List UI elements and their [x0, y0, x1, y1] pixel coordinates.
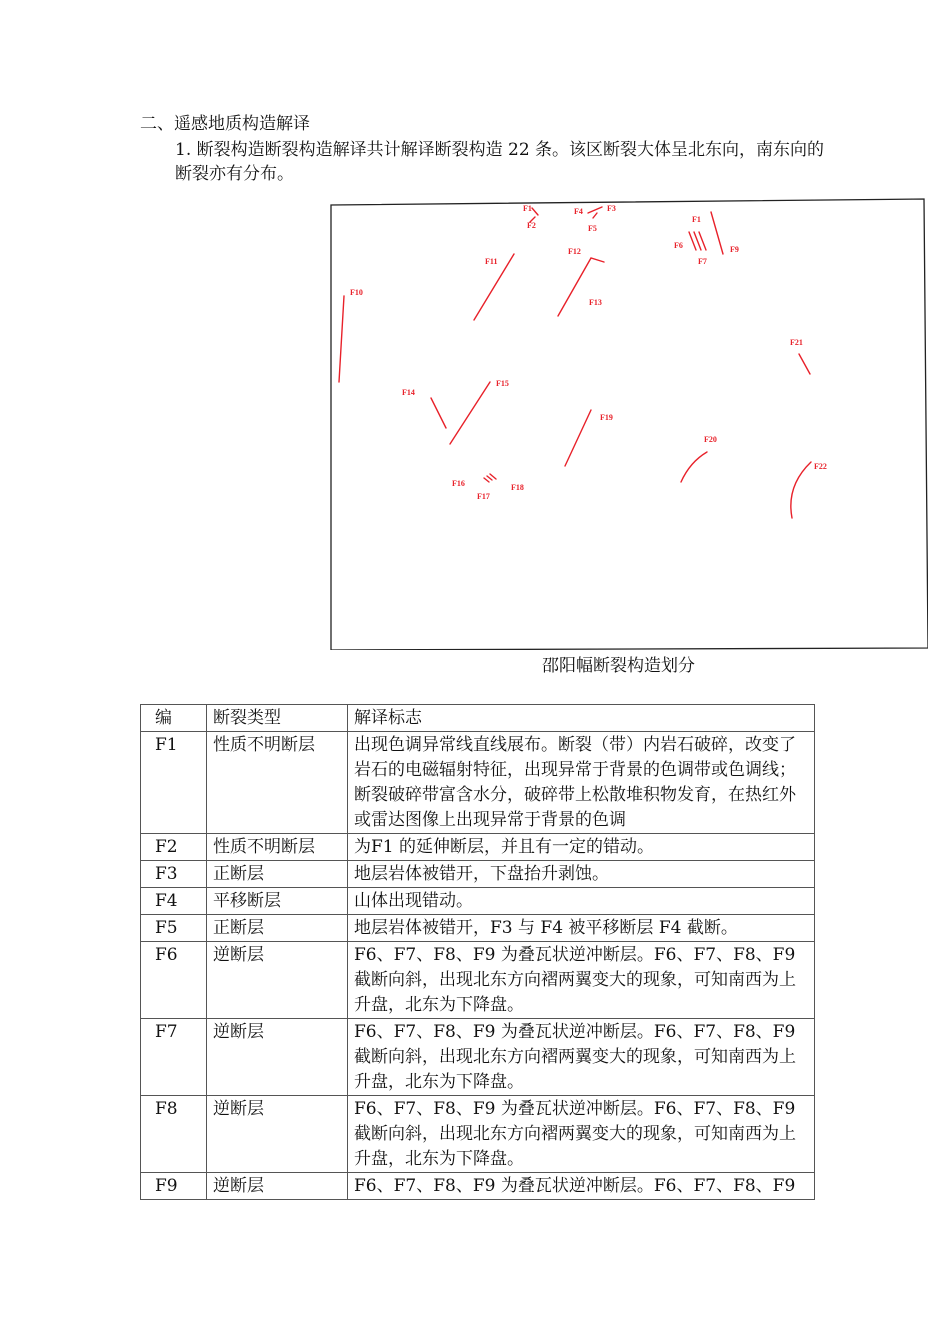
fault-label: F2: [527, 221, 536, 230]
fault-id-cell: F2: [141, 834, 207, 861]
fault-map: [330, 198, 928, 650]
fault-label: F11: [485, 257, 498, 266]
section-paragraph: 1. 断裂构造断裂构造解译共计解译断裂构造 22 条。该区断裂大体呈北东向，南东向的断裂亦有分布。: [175, 140, 825, 184]
fault-type-cell: 逆断层: [207, 1019, 348, 1096]
fault-label: F1: [692, 215, 701, 224]
table-row: [141, 942, 815, 1019]
fault-label: F9: [730, 245, 739, 254]
fault-type-cell: 逆断层: [207, 1096, 348, 1173]
fault-sign-cell: F6、F7、F8、F9 为叠瓦状逆冲断层。F6、F7、F8、F9: [348, 1173, 815, 1200]
fault-sign-cell: 地层岩体被错开，F3 与 F4 被平移断层 F4 截断。: [348, 915, 815, 942]
fault-type-cell: 正断层: [207, 915, 348, 942]
fault-table: [140, 704, 815, 1200]
fault-id-cell: F6: [141, 942, 207, 1019]
table-row: [141, 732, 815, 834]
fault-label: F13: [589, 298, 602, 307]
fault-sign-cell: F6、F7、F8、F9 为叠瓦状逆冲断层。F6、F7、F8、F9 截断向斜，出现北东方向褶两翼变大的现象，可知南西为上升盘，北东为下降盘。: [348, 1096, 815, 1173]
fault-label: F10: [350, 288, 363, 297]
fault-label: F12: [568, 247, 581, 256]
table-row: [141, 834, 815, 861]
fault-id-cell: F5: [141, 915, 207, 942]
fault-sign-cell: F6、F7、F8、F9 为叠瓦状逆冲断层。F6、F7、F8、F9 截断向斜，出现北东方向褶两翼变大的现象，可知南西为上升盘，北东为下降盘。: [348, 942, 815, 1019]
fault-type-cell: 性质不明断层: [207, 834, 348, 861]
column-header-id: 编: [141, 705, 207, 732]
fault-id-cell: F3: [141, 861, 207, 888]
column-header-type: 断裂类型: [207, 705, 348, 732]
fault-type-cell: 逆断层: [207, 1173, 348, 1200]
fault-label: F3: [607, 204, 616, 213]
table-header-row: [141, 705, 815, 732]
section-heading: 二、遥感地质构造解译: [140, 114, 310, 134]
table-row: [141, 915, 815, 942]
fault-id-cell: F8: [141, 1096, 207, 1173]
fault-sign-text: 出现色调异常线直线展布。断裂（带）内岩石破碎，改变了岩石的电磁辐射特征，出现异常于背景的色调带或色调线；断裂破碎带富含水分，破碎带上松散堆积物发育，在热红外或雷达图像上出现异常于背景的色调: [354, 735, 796, 830]
column-header-sign: 解译标志: [348, 705, 815, 732]
table-row: [141, 1173, 815, 1200]
fault-label: F18: [511, 483, 524, 492]
fault-label: F19: [600, 413, 613, 422]
fault-label: F7: [698, 257, 707, 266]
fault-sign-cell: F6、F7、F8、F9 为叠瓦状逆冲断层。F6、F7、F8、F9 截断向斜，出现北东方向褶两翼变大的现象，可知南西为上升盘，北东为下降盘。: [348, 1019, 815, 1096]
fault-label: F22: [814, 462, 827, 471]
fault-label: F16: [452, 479, 465, 488]
fault-label: F6: [674, 241, 683, 250]
table-row: [141, 888, 815, 915]
fault-label: F1: [523, 204, 532, 213]
fault-type-cell: 正断层: [207, 861, 348, 888]
fault-label: F14: [402, 388, 415, 397]
map-border: [331, 199, 928, 650]
fault-sign-cell: 为F1 的延伸断层，并且有一定的错动。: [348, 834, 815, 861]
fault-id-cell: F1: [141, 732, 207, 834]
table-row: [141, 1019, 815, 1096]
figure-caption: 邵阳幅断裂构造划分: [542, 656, 695, 676]
fault-label: F4: [574, 207, 583, 216]
fault-label: F21: [790, 338, 803, 347]
fault-type-cell: 性质不明断层: [207, 732, 348, 834]
fault-sign-cell: 山体出现错动。: [348, 888, 815, 915]
fault-label: F15: [496, 379, 509, 388]
fault-label: F20: [704, 435, 717, 444]
fault-id-cell: F9: [141, 1173, 207, 1200]
fault-sign-cell: [348, 732, 815, 834]
table-row: [141, 1096, 815, 1173]
fault-id-cell: F4: [141, 888, 207, 915]
fault-type-cell: 逆断层: [207, 942, 348, 1019]
fault-sign-cell: 地层岩体被错开，下盘抬升剥蚀。: [348, 861, 815, 888]
fault-type-cell: 平移断层: [207, 888, 348, 915]
fault-label: F17: [477, 492, 490, 501]
table-row: [141, 861, 815, 888]
fault-label: F5: [588, 224, 597, 233]
fault-id-cell: F7: [141, 1019, 207, 1096]
